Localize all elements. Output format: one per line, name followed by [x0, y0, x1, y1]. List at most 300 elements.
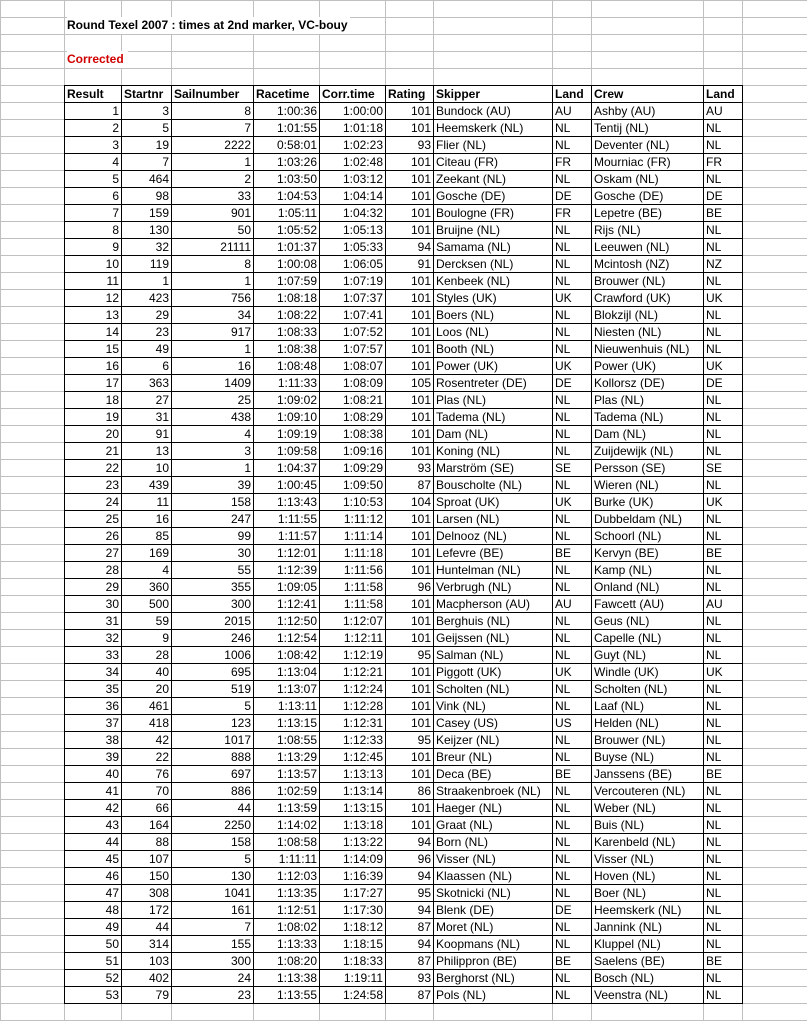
cell-racetime[interactable]: 1:04:53	[254, 188, 320, 205]
cell-crew[interactable]: Persson (SE)	[592, 460, 704, 477]
cell-result[interactable]: 10	[65, 256, 122, 273]
cell-crew-land[interactable]: NL	[704, 970, 743, 987]
cell-skipper[interactable]: Macpherson (AU)	[434, 596, 553, 613]
cell-rating[interactable]: 101	[386, 562, 434, 579]
cell-crew[interactable]: Janssens (BE)	[592, 766, 704, 783]
cell-startnr[interactable]: 402	[122, 970, 172, 987]
cell-crew-land[interactable]: NL	[704, 562, 743, 579]
cell-corrtime[interactable]: 1:07:37	[320, 290, 386, 307]
cell-startnr[interactable]: 16	[122, 511, 172, 528]
cell-crew-land[interactable]: BE	[704, 545, 743, 562]
cell-racetime[interactable]: 1:11:33	[254, 375, 320, 392]
cell-startnr[interactable]: 19	[122, 137, 172, 154]
cell-racetime[interactable]: 1:12:50	[254, 613, 320, 630]
cell-crew-land[interactable]: NL	[704, 409, 743, 426]
cell-result[interactable]: 40	[65, 766, 122, 783]
cell-corrtime[interactable]: 1:24:58	[320, 987, 386, 1004]
cell-corrtime[interactable]: 1:07:57	[320, 341, 386, 358]
cell-skipper-land[interactable]: NL	[553, 681, 592, 698]
cell-result[interactable]: 35	[65, 681, 122, 698]
cell-rating[interactable]: 101	[386, 681, 434, 698]
cell-result[interactable]: 12	[65, 290, 122, 307]
cell-skipper-land[interactable]: NL	[553, 834, 592, 851]
col-skipper-land-header[interactable]: Land	[553, 86, 592, 103]
cell-result[interactable]: 38	[65, 732, 122, 749]
cell-crew-land[interactable]: UK	[704, 494, 743, 511]
cell-skipper-land[interactable]: NL	[553, 477, 592, 494]
cell-racetime[interactable]: 1:13:07	[254, 681, 320, 698]
cell-corrtime[interactable]: 1:11:58	[320, 579, 386, 596]
cell-crew-land[interactable]: NL	[704, 137, 743, 154]
cell-rating[interactable]: 101	[386, 715, 434, 732]
cell-sailnumber[interactable]: 886	[172, 783, 254, 800]
cell-skipper-land[interactable]: UK	[553, 358, 592, 375]
cell-crew-land[interactable]: AU	[704, 103, 743, 120]
cell-rating[interactable]: 87	[386, 477, 434, 494]
cell-skipper[interactable]: Lefevre (BE)	[434, 545, 553, 562]
cell-crew[interactable]: Kluppel (NL)	[592, 936, 704, 953]
cell-rating[interactable]: 101	[386, 613, 434, 630]
cell-crew-land[interactable]: NL	[704, 749, 743, 766]
cell-skipper[interactable]: Boulogne (FR)	[434, 205, 553, 222]
cell-result[interactable]: 42	[65, 800, 122, 817]
cell-racetime[interactable]: 1:01:37	[254, 239, 320, 256]
cell-racetime[interactable]: 1:01:55	[254, 120, 320, 137]
cell-corrtime[interactable]: 1:00:00	[320, 103, 386, 120]
cell-crew-land[interactable]: NL	[704, 834, 743, 851]
cell-racetime[interactable]: 1:08:48	[254, 358, 320, 375]
cell-result[interactable]: 6	[65, 188, 122, 205]
cell-crew[interactable]: Brouwer (NL)	[592, 273, 704, 290]
cell-startnr[interactable]: 439	[122, 477, 172, 494]
cell-crew-land[interactable]: NL	[704, 732, 743, 749]
cell-sailnumber[interactable]: 34	[172, 307, 254, 324]
cell-rating[interactable]: 101	[386, 171, 434, 188]
cell-skipper[interactable]: Sproat (UK)	[434, 494, 553, 511]
col-corrtime-header[interactable]: Corr.time	[320, 86, 386, 103]
cell-skipper[interactable]: Dercksen (NL)	[434, 256, 553, 273]
cell-racetime[interactable]: 1:09:58	[254, 443, 320, 460]
cell-corrtime[interactable]: 1:07:41	[320, 307, 386, 324]
cell-result[interactable]: 23	[65, 477, 122, 494]
cell-corrtime[interactable]: 1:09:29	[320, 460, 386, 477]
cell-rating[interactable]: 101	[386, 290, 434, 307]
cell-racetime[interactable]: 1:13:11	[254, 698, 320, 715]
cell-result[interactable]: 15	[65, 341, 122, 358]
cell-racetime[interactable]: 1:09:02	[254, 392, 320, 409]
cell-skipper[interactable]: Pols (NL)	[434, 987, 553, 1004]
cell-skipper[interactable]: Marström (SE)	[434, 460, 553, 477]
cell-startnr[interactable]: 500	[122, 596, 172, 613]
cell-rating[interactable]: 101	[386, 273, 434, 290]
cell-corrtime[interactable]: 1:11:18	[320, 545, 386, 562]
cell-crew-land[interactable]: NL	[704, 630, 743, 647]
cell-skipper-land[interactable]: NL	[553, 647, 592, 664]
cell-sailnumber[interactable]: 901	[172, 205, 254, 222]
cell-corrtime[interactable]: 1:12:31	[320, 715, 386, 732]
cell-crew-land[interactable]: NL	[704, 307, 743, 324]
cell-crew-land[interactable]: NL	[704, 511, 743, 528]
cell-racetime[interactable]: 1:13:04	[254, 664, 320, 681]
cell-skipper[interactable]: Power (UK)	[434, 358, 553, 375]
cell-sailnumber[interactable]: 23	[172, 987, 254, 1004]
cell-corrtime[interactable]: 1:12:19	[320, 647, 386, 664]
cell-sailnumber[interactable]: 8	[172, 103, 254, 120]
cell-skipper[interactable]: Bouscholte (NL)	[434, 477, 553, 494]
cell-crew-land[interactable]: NL	[704, 120, 743, 137]
cell-sailnumber[interactable]: 519	[172, 681, 254, 698]
cell-startnr[interactable]: 464	[122, 171, 172, 188]
cell-racetime[interactable]: 1:08:38	[254, 341, 320, 358]
cell-sailnumber[interactable]: 24	[172, 970, 254, 987]
cell-racetime[interactable]: 1:13:57	[254, 766, 320, 783]
cell-sailnumber[interactable]: 1	[172, 460, 254, 477]
cell-skipper[interactable]: Bundock (AU)	[434, 103, 553, 120]
cell-skipper-land[interactable]: NL	[553, 443, 592, 460]
cell-corrtime[interactable]: 1:11:58	[320, 596, 386, 613]
cell-result[interactable]: 44	[65, 834, 122, 851]
cell-sailnumber[interactable]: 697	[172, 766, 254, 783]
cell-corrtime[interactable]: 1:13:18	[320, 817, 386, 834]
cell-racetime[interactable]: 0:58:01	[254, 137, 320, 154]
cell-startnr[interactable]: 70	[122, 783, 172, 800]
cell-corrtime[interactable]: 1:07:19	[320, 273, 386, 290]
cell-rating[interactable]: 101	[386, 392, 434, 409]
cell-corrtime[interactable]: 1:08:29	[320, 409, 386, 426]
cell-rating[interactable]: 95	[386, 732, 434, 749]
cell-racetime[interactable]: 1:00:45	[254, 477, 320, 494]
cell-sailnumber[interactable]: 5	[172, 851, 254, 868]
cell-startnr[interactable]: 150	[122, 868, 172, 885]
cell-racetime[interactable]: 1:00:36	[254, 103, 320, 120]
cell-skipper[interactable]: Loos (NL)	[434, 324, 553, 341]
cell-corrtime[interactable]: 1:06:05	[320, 256, 386, 273]
cell-rating[interactable]: 101	[386, 188, 434, 205]
cell-skipper-land[interactable]: DE	[553, 375, 592, 392]
cell-sailnumber[interactable]: 1	[172, 154, 254, 171]
cell-skipper[interactable]: Berghorst (NL)	[434, 970, 553, 987]
cell-corrtime[interactable]: 1:12:28	[320, 698, 386, 715]
cell-skipper[interactable]: Skotnicki (NL)	[434, 885, 553, 902]
cell-crew-land[interactable]: UK	[704, 290, 743, 307]
cell-rating[interactable]: 101	[386, 307, 434, 324]
cell-startnr[interactable]: 32	[122, 239, 172, 256]
cell-skipper[interactable]: Huntelman (NL)	[434, 562, 553, 579]
cell-racetime[interactable]: 1:13:29	[254, 749, 320, 766]
cell-racetime[interactable]: 1:08:42	[254, 647, 320, 664]
cell-racetime[interactable]: 1:12:51	[254, 902, 320, 919]
cell-corrtime[interactable]: 1:07:52	[320, 324, 386, 341]
cell-crew[interactable]: Vercouteren (NL)	[592, 783, 704, 800]
cell-corrtime[interactable]: 1:12:33	[320, 732, 386, 749]
cell-crew[interactable]: Leeuwen (NL)	[592, 239, 704, 256]
cell-rating[interactable]: 93	[386, 970, 434, 987]
cell-startnr[interactable]: 7	[122, 154, 172, 171]
cell-sailnumber[interactable]: 99	[172, 528, 254, 545]
cell-crew-land[interactable]: NL	[704, 698, 743, 715]
cell-skipper-land[interactable]: NL	[553, 800, 592, 817]
cell-crew[interactable]: Helden (NL)	[592, 715, 704, 732]
cell-rating[interactable]: 104	[386, 494, 434, 511]
cell-skipper[interactable]: Klaassen (NL)	[434, 868, 553, 885]
cell-crew-land[interactable]: NL	[704, 324, 743, 341]
cell-startnr[interactable]: 10	[122, 460, 172, 477]
cell-corrtime[interactable]: 1:11:12	[320, 511, 386, 528]
cell-skipper-land[interactable]: BE	[553, 545, 592, 562]
cell-startnr[interactable]: 29	[122, 307, 172, 324]
cell-skipper[interactable]: Boers (NL)	[434, 307, 553, 324]
cell-crew[interactable]: Hoven (NL)	[592, 868, 704, 885]
cell-corrtime[interactable]: 1:02:23	[320, 137, 386, 154]
cell-skipper-land[interactable]: NL	[553, 987, 592, 1004]
cell-corrtime[interactable]: 1:09:16	[320, 443, 386, 460]
cell-racetime[interactable]: 1:13:33	[254, 936, 320, 953]
cell-startnr[interactable]: 11	[122, 494, 172, 511]
cell-rating[interactable]: 101	[386, 528, 434, 545]
cell-skipper-land[interactable]: NL	[553, 936, 592, 953]
cell-skipper[interactable]: Vink (NL)	[434, 698, 553, 715]
cell-startnr[interactable]: 66	[122, 800, 172, 817]
cell-racetime[interactable]: 1:14:02	[254, 817, 320, 834]
cell-result[interactable]: 5	[65, 171, 122, 188]
cell-rating[interactable]: 101	[386, 426, 434, 443]
cell-racetime[interactable]: 1:13:43	[254, 494, 320, 511]
cell-startnr[interactable]: 98	[122, 188, 172, 205]
cell-skipper[interactable]: Salman (NL)	[434, 647, 553, 664]
cell-result[interactable]: 14	[65, 324, 122, 341]
cell-crew-land[interactable]: NL	[704, 868, 743, 885]
cell-result[interactable]: 21	[65, 443, 122, 460]
col-sailnumber-header[interactable]: Sailnumber	[172, 86, 254, 103]
cell-result[interactable]: 24	[65, 494, 122, 511]
cell-rating[interactable]: 101	[386, 222, 434, 239]
cell-crew[interactable]: Scholten (NL)	[592, 681, 704, 698]
cell-rating[interactable]: 94	[386, 239, 434, 256]
cell-corrtime[interactable]: 1:18:33	[320, 953, 386, 970]
cell-sailnumber[interactable]: 1041	[172, 885, 254, 902]
cell-rating[interactable]: 101	[386, 154, 434, 171]
cell-rating[interactable]: 101	[386, 596, 434, 613]
cell-racetime[interactable]: 1:03:26	[254, 154, 320, 171]
cell-startnr[interactable]: 314	[122, 936, 172, 953]
cell-sailnumber[interactable]: 123	[172, 715, 254, 732]
cell-racetime[interactable]: 1:09:05	[254, 579, 320, 596]
cell-corrtime[interactable]: 1:08:07	[320, 358, 386, 375]
cell-startnr[interactable]: 119	[122, 256, 172, 273]
cell-skipper-land[interactable]: BE	[553, 766, 592, 783]
cell-result[interactable]: 41	[65, 783, 122, 800]
cell-result[interactable]: 16	[65, 358, 122, 375]
cell-crew-land[interactable]: NL	[704, 647, 743, 664]
cell-rating[interactable]: 94	[386, 834, 434, 851]
cell-result[interactable]: 4	[65, 154, 122, 171]
cell-crew[interactable]: Buyse (NL)	[592, 749, 704, 766]
cell-crew[interactable]: Heemskerk (NL)	[592, 902, 704, 919]
cell-rating[interactable]: 101	[386, 341, 434, 358]
cell-skipper-land[interactable]: NL	[553, 239, 592, 256]
cell-crew[interactable]: Plas (NL)	[592, 392, 704, 409]
cell-crew-land[interactable]: NL	[704, 919, 743, 936]
cell-sailnumber[interactable]: 355	[172, 579, 254, 596]
cell-skipper-land[interactable]: DE	[553, 188, 592, 205]
cell-skipper[interactable]: Straakenbroek (NL)	[434, 783, 553, 800]
cell-corrtime[interactable]: 1:11:14	[320, 528, 386, 545]
cell-skipper[interactable]: Kenbeek (NL)	[434, 273, 553, 290]
cell-skipper[interactable]: Moret (NL)	[434, 919, 553, 936]
cell-crew-land[interactable]: NL	[704, 273, 743, 290]
cell-crew-land[interactable]: BE	[704, 766, 743, 783]
cell-sailnumber[interactable]: 1006	[172, 647, 254, 664]
cell-sailnumber[interactable]: 33	[172, 188, 254, 205]
cell-racetime[interactable]: 1:13:35	[254, 885, 320, 902]
cell-crew[interactable]: Oskam (NL)	[592, 171, 704, 188]
cell-corrtime[interactable]: 1:18:12	[320, 919, 386, 936]
cell-corrtime[interactable]: 1:13:15	[320, 800, 386, 817]
cell-crew-land[interactable]: NL	[704, 171, 743, 188]
cell-startnr[interactable]: 22	[122, 749, 172, 766]
cell-sailnumber[interactable]: 16	[172, 358, 254, 375]
cell-rating[interactable]: 101	[386, 817, 434, 834]
cell-rating[interactable]: 101	[386, 120, 434, 137]
cell-racetime[interactable]: 1:13:38	[254, 970, 320, 987]
cell-result[interactable]: 53	[65, 987, 122, 1004]
cell-sailnumber[interactable]: 7	[172, 120, 254, 137]
cell-racetime[interactable]: 1:08:55	[254, 732, 320, 749]
cell-crew-land[interactable]: NL	[704, 392, 743, 409]
cell-skipper[interactable]: Gosche (DE)	[434, 188, 553, 205]
cell-skipper[interactable]: Blenk (DE)	[434, 902, 553, 919]
cell-sailnumber[interactable]: 300	[172, 596, 254, 613]
cell-racetime[interactable]: 1:12:01	[254, 545, 320, 562]
cell-rating[interactable]: 94	[386, 936, 434, 953]
cell-result[interactable]: 52	[65, 970, 122, 987]
cell-sailnumber[interactable]: 438	[172, 409, 254, 426]
cell-crew-land[interactable]: NL	[704, 443, 743, 460]
cell-startnr[interactable]: 44	[122, 919, 172, 936]
cell-crew[interactable]: Visser (NL)	[592, 851, 704, 868]
cell-crew[interactable]: Laaf (NL)	[592, 698, 704, 715]
cell-rating[interactable]: 87	[386, 953, 434, 970]
cell-sailnumber[interactable]: 39	[172, 477, 254, 494]
cell-crew[interactable]: Windle (UK)	[592, 664, 704, 681]
cell-sailnumber[interactable]: 161	[172, 902, 254, 919]
cell-startnr[interactable]: 159	[122, 205, 172, 222]
cell-crew[interactable]: Onland (NL)	[592, 579, 704, 596]
cell-racetime[interactable]: 1:12:54	[254, 630, 320, 647]
cell-result[interactable]: 9	[65, 239, 122, 256]
col-skipper-header[interactable]: Skipper	[434, 86, 553, 103]
cell-startnr[interactable]: 4	[122, 562, 172, 579]
cell-startnr[interactable]: 59	[122, 613, 172, 630]
cell-rating[interactable]: 101	[386, 511, 434, 528]
cell-result[interactable]: 17	[65, 375, 122, 392]
cell-sailnumber[interactable]: 247	[172, 511, 254, 528]
cell-skipper-land[interactable]: UK	[553, 494, 592, 511]
cell-skipper-land[interactable]: NL	[553, 970, 592, 987]
cell-skipper[interactable]: Keijzer (NL)	[434, 732, 553, 749]
cell-skipper-land[interactable]: FR	[553, 205, 592, 222]
cell-sailnumber[interactable]: 4	[172, 426, 254, 443]
cell-rating[interactable]: 101	[386, 205, 434, 222]
cell-crew[interactable]: Saelens (BE)	[592, 953, 704, 970]
cell-rating[interactable]: 101	[386, 443, 434, 460]
cell-crew-land[interactable]: NL	[704, 341, 743, 358]
cell-corrtime[interactable]: 1:13:22	[320, 834, 386, 851]
cell-startnr[interactable]: 20	[122, 681, 172, 698]
cell-racetime[interactable]: 1:08:58	[254, 834, 320, 851]
cell-crew[interactable]: Schoorl (NL)	[592, 528, 704, 545]
cell-racetime[interactable]: 1:07:59	[254, 273, 320, 290]
cell-skipper[interactable]: Flier (NL)	[434, 137, 553, 154]
cell-sailnumber[interactable]: 158	[172, 494, 254, 511]
cell-sailnumber[interactable]: 917	[172, 324, 254, 341]
cell-sailnumber[interactable]: 44	[172, 800, 254, 817]
cell-startnr[interactable]: 308	[122, 885, 172, 902]
cell-startnr[interactable]: 6	[122, 358, 172, 375]
cell-result[interactable]: 11	[65, 273, 122, 290]
cell-sailnumber[interactable]: 300	[172, 953, 254, 970]
cell-corrtime[interactable]: 1:18:15	[320, 936, 386, 953]
cell-skipper-land[interactable]: NL	[553, 426, 592, 443]
cell-sailnumber[interactable]: 2	[172, 171, 254, 188]
cell-skipper-land[interactable]: NL	[553, 392, 592, 409]
cell-startnr[interactable]: 418	[122, 715, 172, 732]
cell-racetime[interactable]: 1:08:18	[254, 290, 320, 307]
cell-sailnumber[interactable]: 756	[172, 290, 254, 307]
cell-rating[interactable]: 93	[386, 137, 434, 154]
cell-result[interactable]: 32	[65, 630, 122, 647]
cell-result[interactable]: 43	[65, 817, 122, 834]
cell-crew-land[interactable]: UK	[704, 664, 743, 681]
cell-result[interactable]: 39	[65, 749, 122, 766]
cell-racetime[interactable]: 1:13:59	[254, 800, 320, 817]
cell-skipper[interactable]: Graat (NL)	[434, 817, 553, 834]
cell-corrtime[interactable]: 1:09:50	[320, 477, 386, 494]
cell-startnr[interactable]: 130	[122, 222, 172, 239]
cell-result[interactable]: 1	[65, 103, 122, 120]
cell-racetime[interactable]: 1:08:33	[254, 324, 320, 341]
cell-crew-land[interactable]: NL	[704, 477, 743, 494]
cell-sailnumber[interactable]: 1	[172, 273, 254, 290]
cell-racetime[interactable]: 1:08:02	[254, 919, 320, 936]
col-crew-header[interactable]: Crew	[592, 86, 704, 103]
cell-rating[interactable]: 94	[386, 868, 434, 885]
cell-corrtime[interactable]: 1:17:30	[320, 902, 386, 919]
cell-crew[interactable]: Blokzijl (NL)	[592, 307, 704, 324]
cell-skipper-land[interactable]: NL	[553, 511, 592, 528]
cell-startnr[interactable]: 85	[122, 528, 172, 545]
cell-result[interactable]: 33	[65, 647, 122, 664]
cell-racetime[interactable]: 1:11:55	[254, 511, 320, 528]
cell-skipper-land[interactable]: NL	[553, 919, 592, 936]
cell-skipper-land[interactable]: NL	[553, 885, 592, 902]
cell-rating[interactable]: 96	[386, 851, 434, 868]
cell-result[interactable]: 51	[65, 953, 122, 970]
cell-skipper-land[interactable]: UK	[553, 290, 592, 307]
cell-startnr[interactable]: 3	[122, 103, 172, 120]
cell-skipper-land[interactable]: AU	[553, 103, 592, 120]
cell-crew[interactable]: Zuijdewijk (NL)	[592, 443, 704, 460]
cell-startnr[interactable]: 79	[122, 987, 172, 1004]
cell-sailnumber[interactable]: 1409	[172, 375, 254, 392]
cell-crew-land[interactable]: NL	[704, 613, 743, 630]
cell-crew-land[interactable]: NL	[704, 681, 743, 698]
cell-skipper-land[interactable]: NL	[553, 868, 592, 885]
cell-skipper-land[interactable]: NL	[553, 171, 592, 188]
cell-result[interactable]: 27	[65, 545, 122, 562]
col-crew-land-header[interactable]: Land	[704, 86, 743, 103]
cell-result[interactable]: 36	[65, 698, 122, 715]
